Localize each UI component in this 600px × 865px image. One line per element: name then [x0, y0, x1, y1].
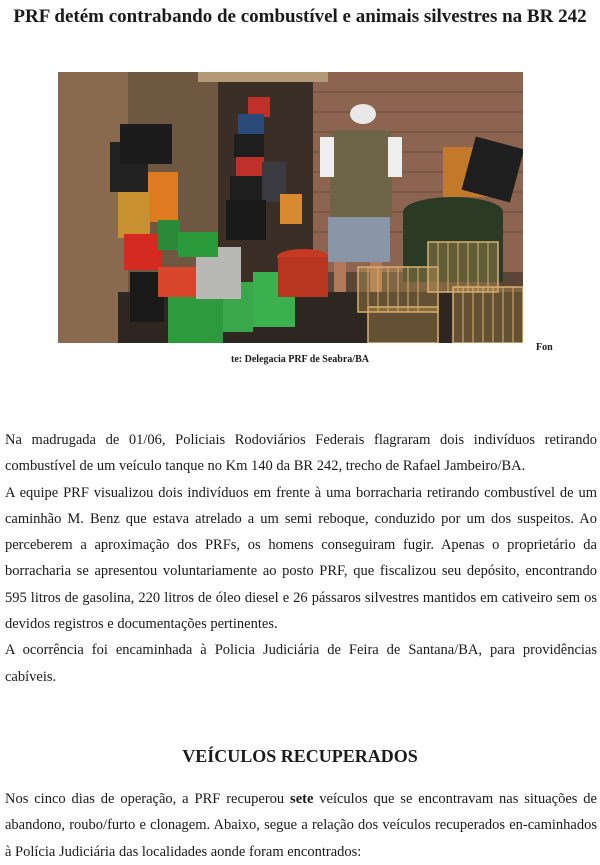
section-text-end: veículos que se encontravam nas situações de abandono, roubo/furto e clonagem. Abaixo, segue a relação dos veículos recuperados en-caminhados à Polícia Judiciária das localidades aonde foram encontrados: [5, 791, 597, 860]
section-title: VEÍCULOS RECUPERADOS [182, 746, 418, 766]
photo-caption: te: Delegacia PRF de Seabra/BA [231, 354, 369, 365]
section-text-bold: sete [290, 791, 314, 807]
section-body [5, 786, 597, 865]
photo-caption-start: Fon [536, 342, 553, 353]
section-text-start: Nos cinco dias de operação, a PRF recuperou [5, 791, 291, 807]
article-photo [58, 72, 523, 343]
article-body [5, 427, 597, 690]
article-paragraph: A equipe PRF visualizou dois indivíduos em frente à uma borracharia retirando combustível de um caminhão M. Benz que estava atrelado a um semi reboque, conduzido por um dos suspeitos. Ao perceberem a aproximação dos PRFs, os homens conseguiram fugir. Apenas o proprietário da borracharia se apresentou voluntariamente ao posto PRF, que fiscalizou seu depósito, encontrando 595 litros de gasolina, 220 litros de óleo diesel e 26 pássaros silvestres mantidos em cativeiro sem os devidos registros e documentações pertinentes. [5, 484, 597, 633]
article-paragraph: Na madrugada de 01/06, Policiais Rodoviários Federais flagraram dois indivíduos retirando combustível de um veículo tanque no Km 140 da BR 242, trecho de Rafael Jambeiro/BA. [5, 432, 597, 475]
warehouse-photo-illustration [58, 72, 523, 343]
article-title: PRF detém contrabando de combustível e animais silvestres na BR 242 [13, 6, 587, 27]
article-paragraph: A ocorrência foi encaminhada à Policia Judiciária de Feira de Santana/BA, para providências cabíveis. [5, 642, 597, 685]
section-paragraph [5, 786, 597, 865]
